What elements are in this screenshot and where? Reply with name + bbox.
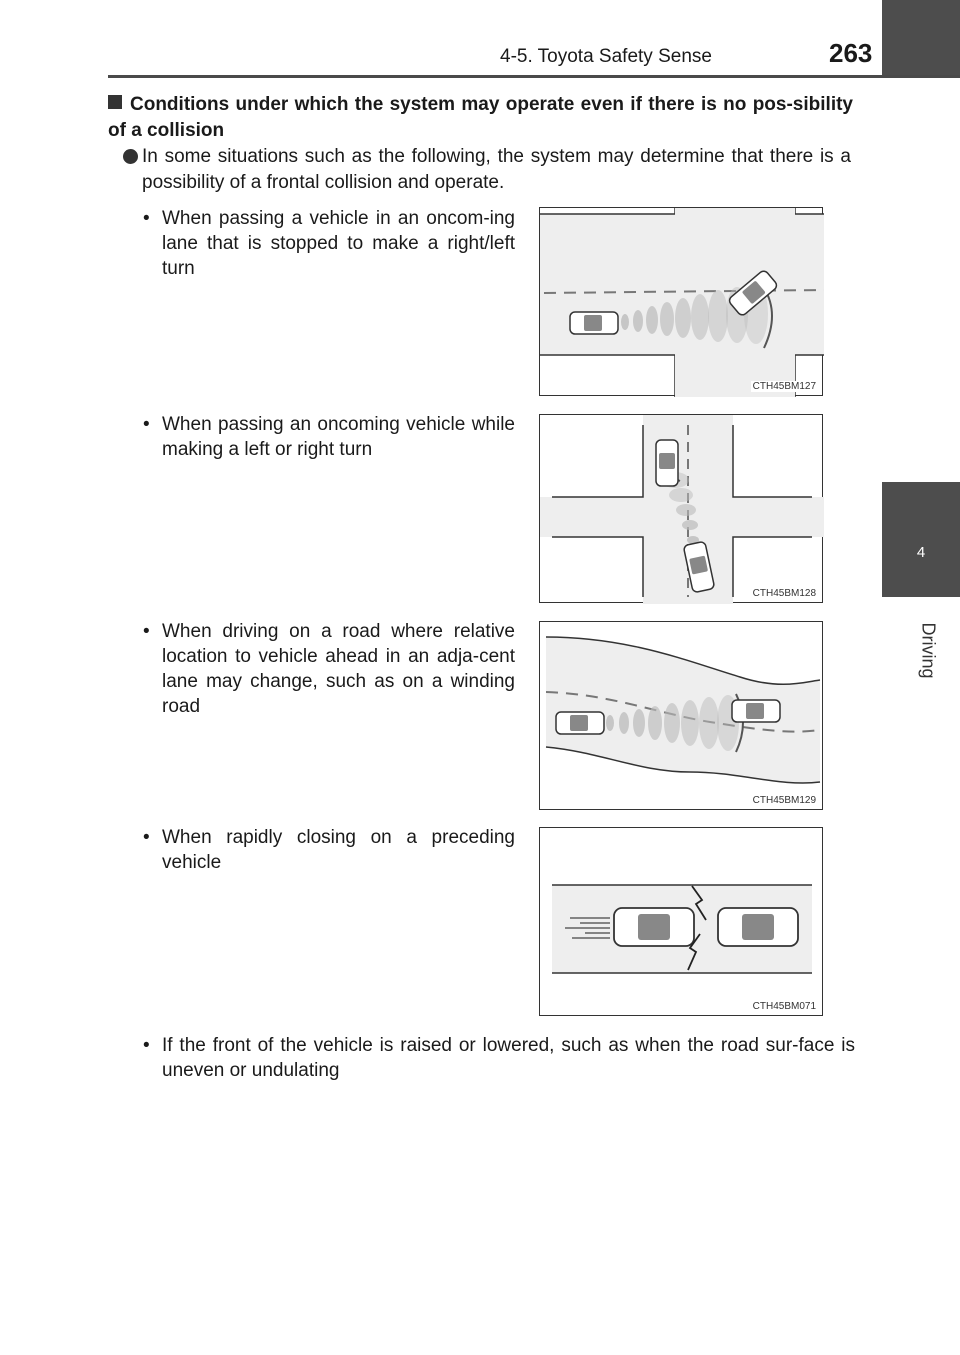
section-heading: [108, 92, 853, 144]
square-bullet-icon: [108, 95, 122, 109]
item-text: If the front of the vehicle is raised or lowered, such as when the road sur-face is uneven or undulating: [162, 1035, 855, 1081]
rapid-closing-illustration: [540, 828, 824, 1017]
item-text: When driving on a road where relative location to vehicle ahead in an adja-cent lane may change, such as on a winding road: [162, 621, 515, 717]
circle-bullet-icon: [123, 149, 138, 164]
item-text: When rapidly closing on a preceding vehicle: [162, 827, 515, 873]
item-text: When passing an oncoming vehicle while making a left or right turn: [162, 414, 515, 460]
page-number: 263: [829, 38, 873, 68]
heading-text: Conditions under which the system may operate even if there is no pos-sibility of a collision: [108, 94, 853, 141]
figure-code: CTH45BM128: [752, 588, 816, 599]
intro-text: In some situations such as the following, the system may determine that there is a possibility of a frontal collision and operate.: [142, 146, 851, 193]
figure-code: CTH45BM129: [752, 795, 816, 806]
intro-paragraph: [123, 144, 851, 196]
figure-passing-turning-vehicle: [539, 207, 823, 396]
list-item: [143, 825, 515, 875]
figure-rapid-closing: [539, 827, 823, 1016]
list-item: [143, 206, 515, 281]
bullet: •: [143, 827, 150, 848]
header-rule: [108, 75, 960, 78]
chapter-label: Driving: [918, 622, 939, 679]
list-item: [143, 1033, 855, 1083]
bullet: •: [143, 621, 150, 642]
bullet: •: [143, 1035, 150, 1056]
chapter-tab-top: [882, 0, 960, 78]
intersection-illustration: [540, 415, 824, 604]
car-icon: [570, 312, 618, 334]
figure-code: CTH45BM071: [752, 1001, 816, 1012]
chapter-tab: [882, 482, 960, 597]
figure-winding-road: [539, 621, 823, 810]
car-icon: [614, 908, 694, 946]
figure-turning-past-oncoming: [539, 414, 823, 603]
car-icon: [718, 908, 798, 946]
bullet: •: [143, 208, 150, 229]
car-icon: [656, 440, 678, 486]
item-text: When passing a vehicle in an oncom-ing lane that is stopped to make a right/left turn: [162, 208, 515, 279]
list-item: [143, 412, 515, 462]
list-item: [143, 619, 515, 719]
figure-code: CTH45BM127: [752, 381, 816, 392]
intersection-illustration: [540, 208, 824, 397]
chapter-number: 4: [916, 544, 926, 561]
car-icon: [556, 712, 604, 734]
bullet: •: [143, 414, 150, 435]
section-title: 4-5. Toyota Safety Sense: [500, 46, 712, 67]
winding-road-illustration: [540, 622, 824, 811]
car-icon: [732, 700, 780, 722]
